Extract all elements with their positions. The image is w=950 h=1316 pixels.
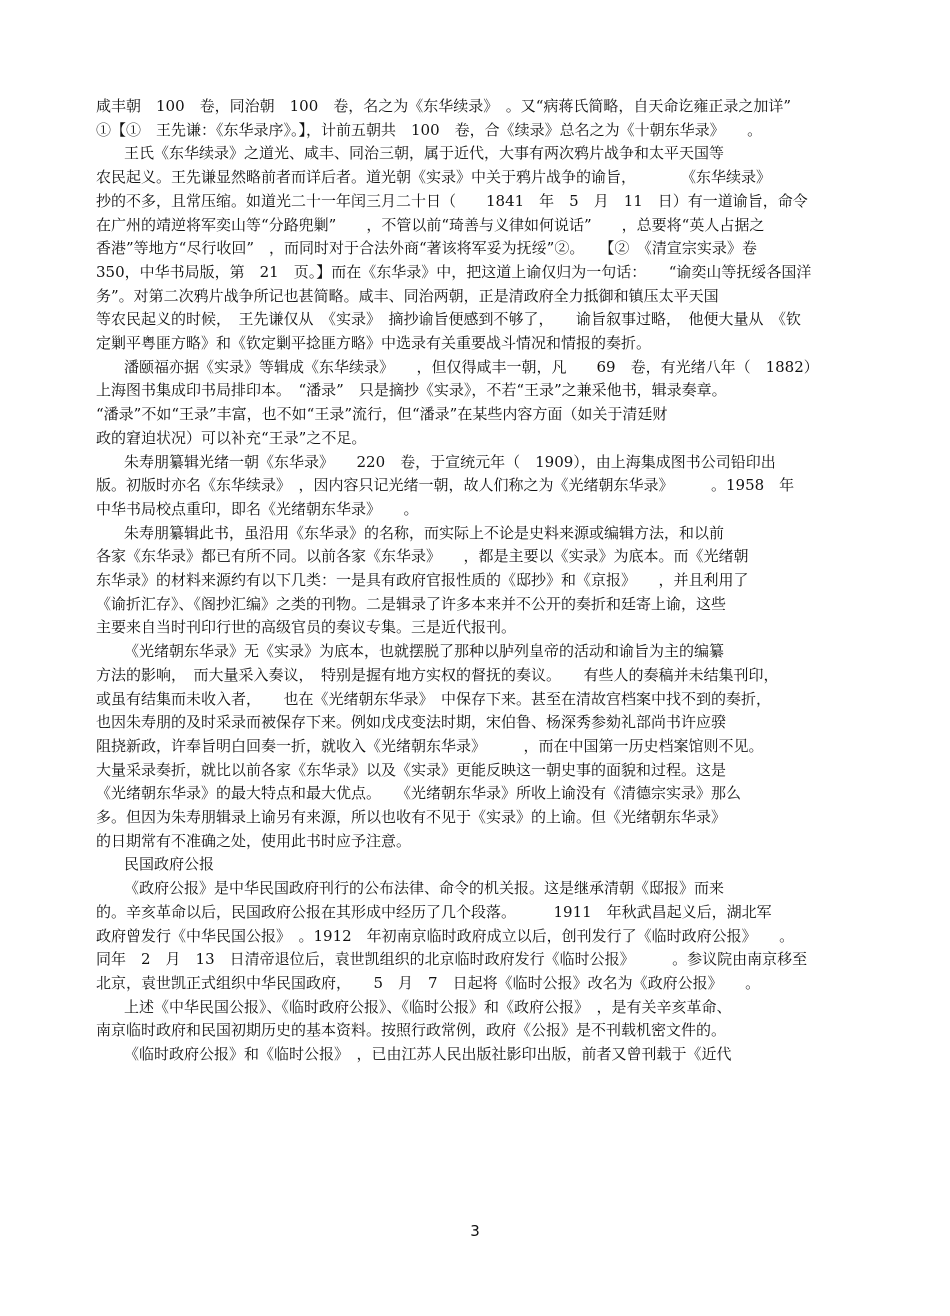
text-line: 同年 2 月 13 日清帝退位后，袁世凯组织的北京临时政府发行《临时公报》 。参议院由南京移至 [96,950,808,969]
text-line: 版。初版时亦名《东华续录》 ，因内容只记光绪一朝，故人们称之为《光绪朝东华录》 。1958 年 [96,476,795,495]
text-line: 方法的影响， 而大量采入奏议， 特别是握有地方实权的督抚的奏议。 有些人的奏稿并未结集刊印， [96,665,779,684]
text-line: 上海图书集成印书局排印本。 “潘录” 只是摘抄《实录》，不若“王录”之兼采他书，辑录奏章。 [96,381,727,400]
text-line: 潘颐福亦据《实录》等辑成《东华续录》 ，但仅得咸丰一朝，凡 69 卷，有光绪八年（ 1882） [124,357,819,376]
text-line: 多。但因为朱寿朋辑录上谕另有来源，所以也收有不见于《实录》的上谕。但《光绪朝东华录》 [96,808,727,826]
text-line: 政的窘迫状况）可以补充“王录”之不足。 [96,428,367,447]
text-line: 《临时政府公报》和《临时公报》 ，已由江苏人民出版社影印出版，前者又曾刊载于《近代 [124,1045,732,1063]
text-line: ①【① 王先谦：《东华录序》。】，计前五朝共 100 卷，合《续录》总名之为《十朝东华录》 。 [96,120,763,139]
text-line: 上述《中华民国公报》、《临时政府公报》、《临时公报》和《政府公报》 ，是有关辛亥革命、 [124,997,732,1016]
text-line: 朱寿朋纂辑此书，虽沿用《东华录》的名称，而实际上不论是史料来源或编辑方法，和以前 [124,523,725,542]
text-line: 的日期常有不准确之处，使用此书时应予注意。 [96,831,412,850]
text-line: 主要来自当时刊印行世的高级官员的奏议专集。三是近代报刊。 [96,618,517,637]
text-line: 大量采录奏折，就比以前各家《东华录》以及《实录》更能反映这一朝史事的面貌和过程。这是 [96,760,727,779]
text-line: 抄的不多，且常压缩。如道光二十一年闰三月二十日（ 1841 年 5 月 11 日）有一道谕旨，命令 [96,191,808,210]
text-line: 也因朱寿朋的及时采录而被保存下来。例如戊戌变法时期，宋伯鲁、杨深秀参劾礼部尚书许应骙 [96,713,727,732]
text-line: 务”。对第二次鸦片战争所记也甚简略。咸丰、同治两朝，正是清政府全力抵御和镇压太平天国 [96,286,719,305]
text-line: 咸丰朝 100 卷，同治朝 100 卷，名之为《东华续录》 。又“病蒋氏简略，自天命讫雍正录之加详” [96,97,792,115]
text-line: 香港”等地方“尽行收回” ，而同时对于合法外商“著该将军妥为抚绥”②。 【② 《清宣宗实录》卷 [96,239,757,258]
text-line: 在广州的靖逆将军奕山等“分路兜剿” ，不管以前“琦善与义律如何说话” ，总要将“英人占据之 [96,215,765,234]
text-line: 350，中华书局版，第 21 页。】而在《东华录》中，把这道上谕仅归为一句话： “谕奕山等抚绥各国洋 [96,262,812,281]
page-number: 3 [470,1222,480,1240]
text-line: 等农民起义的时候， 王先谦仅从 《实录》 摘抄谕旨便感到不够了， 谕旨叙事过略， 他便大量从 《钦 [96,310,802,329]
text-line: 定剿平粤匪方略》和《钦定剿平捻匪方略》中选录有关重要战斗情况和情报的奏折。 [96,334,652,352]
text-line: 阻挠新政，许奉旨明白回奏一折，就收入《光绪朝东华录》 ，而在中国第一历史档案馆则不见。 [96,736,764,755]
text-line: 农民起义。王先谦显然略前者而详后者。道光朝《实录》中关于鸦片战争的谕旨， 《东华续录》 [96,168,772,187]
text-line: 政府曾发行《中华民国公报》 。1912 年初南京临时政府成立以后，创刊发行了《临时政府公报》 。 [96,926,795,945]
text-line: 或虽有结集而未收入者， 也在《光绪朝东华录》 中保存下来。甚至在清故宫档案中找不到的奏折， [96,689,772,708]
text-line: 各家《东华录》都已有所不同。以前各家《东华录》 ，都是主要以《实录》为底本。而《光绪朝 [96,547,749,566]
text-line: “潘录”不如“王录”丰富，也不如“王录”流行，但“潘录”在某些内容方面（如关于清廷财 [96,405,668,424]
text-line: 民国政府公报 [124,855,215,874]
text-line: 中华书局校点重印，即名《光绪朝东华录》 。 [96,499,419,518]
text-line: 《光绪朝东华录》的最大特点和最大优点。 《光绪朝东华录》所收上谕没有《清德宗实录》那么 [96,784,742,803]
text-line: 《谕折汇存》、《阁抄汇编》之类的刊物。二是辑录了许多本来并不公开的奏折和廷寄上谕，这些 [96,594,727,613]
text-line: 王氏《东华续录》之道光、咸丰、同治三朝，属于近代，大事有两次鸦片战争和太平天国等 [124,144,725,163]
text-line: 东华录》的材料来源约有以下几类：一是具有政府官报性质的《邸抄》和《京报》 ，并且利用了 [96,571,749,589]
text-line: 南京临时政府和民国初期历史的基本资料。按照行政常例，政府《公报》是不刊载机密文件的。 [96,1021,727,1040]
text-line: 《政府公报》是中华民国政府刊行的公布法律、命令的机关报。这是继承清朝《邸报》而来 [124,879,725,898]
text-line: 《光绪朝东华录》无《实录》为底本，也就摆脱了那种以胪列皇帝的活动和谕旨为主的编纂 [124,642,725,661]
text-line: 的。辛亥革命以后，民国政府公报在其形成中经历了几个段落。 1911 年秋武昌起义后，湖北军 [96,902,772,921]
text-line: 朱寿朋纂辑光绪一朝《东华录》 220 卷，于宣统元年（ 1909），由上海集成图书公司铅印出 [124,452,776,471]
text-line: 北京，袁世凯正式组织中华民国政府， 5 月 7 日起将《临时公报》改名为《政府公报》 。 [96,973,761,992]
